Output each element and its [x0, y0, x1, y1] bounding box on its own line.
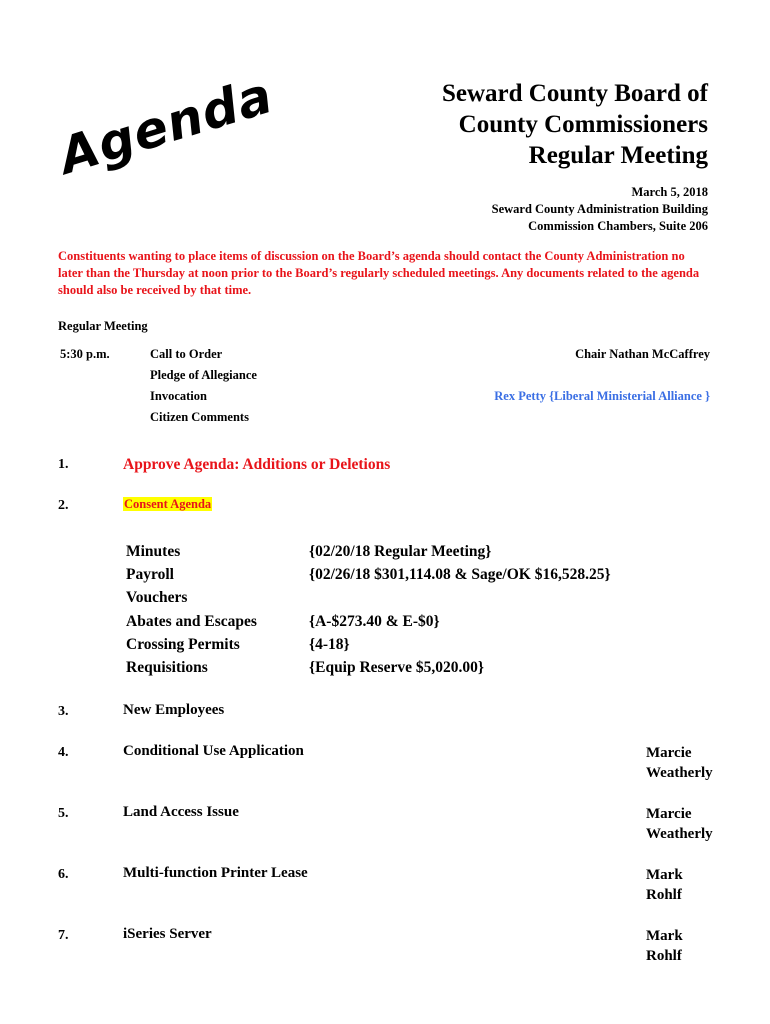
opening-presenter: Chair Nathan McCaffrey [575, 347, 710, 361]
constituent-notice: Constituents wanting to place items of discussion on the Board’s agenda should contact the County Administration no later than the Thursday at noon prior to the Board’s regularly scheduled meetings. Any documents related to the agenda should also be received by that time. [58, 249, 700, 297]
item-presenter [646, 804, 713, 844]
presenter-first: Mark [646, 928, 683, 944]
opening-row [58, 347, 710, 368]
presenter-first: Marcie [646, 745, 692, 761]
item-number: 2. [58, 498, 69, 513]
list-item [126, 656, 686, 679]
consent-value: {Equip Reserve $5,020.00} [309, 658, 484, 676]
item-presenter [646, 865, 683, 905]
item-presenter [646, 743, 713, 783]
title-line-3: Regular Meeting [528, 142, 708, 169]
item-title: Approve Agenda: Additions or Deletions [123, 456, 391, 473]
presenter-first: Marcie [646, 806, 692, 822]
meeting-location-1: Seward County Administration Building [491, 202, 708, 216]
logo-text: Agenda [52, 65, 280, 186]
opening-row [58, 389, 710, 410]
opening-row [58, 368, 710, 389]
item-presenter [646, 926, 683, 966]
title-line-1: Seward County Board of [442, 80, 708, 107]
list-item [126, 610, 686, 633]
opening-item: Call to Order [150, 347, 223, 361]
item-title: Multi-function Printer Lease [123, 865, 308, 881]
consent-name: Minutes [126, 543, 181, 560]
opening-row [58, 410, 710, 431]
page-title [308, 78, 708, 171]
list-item [126, 563, 686, 586]
item-number: 4. [58, 745, 69, 760]
consent-name: Abates and Escapes [126, 612, 257, 630]
consent-name: Requisitions [126, 658, 208, 676]
opening-list [58, 347, 710, 431]
section-label: Regular Meeting [58, 319, 148, 333]
presenter-last: Weatherly [646, 765, 713, 781]
item-title: iSeries Server [123, 926, 212, 942]
presenter-first: Mark [646, 867, 683, 883]
list-item [126, 540, 686, 563]
list-item [126, 633, 686, 656]
consent-agenda-highlight: Consent Agenda [124, 497, 212, 511]
presenter-last: Weatherly [646, 826, 713, 842]
item-number: 3. [58, 704, 69, 719]
meeting-date: March 5, 2018 [631, 185, 708, 199]
item-number: 7. [58, 928, 69, 943]
item-title: Conditional Use Application [123, 743, 304, 759]
consent-value: {A-$273.40 & E-$0} [309, 612, 440, 630]
consent-value: {4-18} [309, 635, 350, 653]
consent-value: {02/26/18 $301,114.08 & Sage/OK $16,528.25} [309, 566, 611, 584]
presenter-last: Rohlf [646, 887, 682, 903]
opening-item: Invocation [150, 389, 207, 403]
consent-value: {02/20/18 Regular Meeting} [309, 543, 492, 560]
consent-name: Vouchers [126, 589, 188, 607]
meeting-details [308, 184, 708, 235]
agenda-logo [52, 65, 280, 186]
consent-name: Crossing Permits [126, 635, 240, 653]
item-title [123, 496, 212, 513]
consent-list [126, 540, 686, 679]
meeting-location-2: Commission Chambers, Suite 206 [528, 219, 708, 233]
item-number: 1. [58, 457, 69, 472]
list-item [126, 586, 686, 609]
item-title: New Employees [123, 702, 225, 718]
presenter-last: Rohlf [646, 948, 682, 964]
item-number: 6. [58, 867, 69, 882]
item-number: 5. [58, 806, 69, 821]
opening-time: 5:30 p.m. [60, 347, 110, 361]
opening-item: Citizen Comments [150, 410, 249, 424]
consent-name: Payroll [126, 566, 174, 584]
opening-item: Pledge of Allegiance [150, 368, 257, 382]
item-title: Land Access Issue [123, 804, 239, 820]
title-line-2: County Commissioners [458, 111, 708, 138]
opening-presenter: Rex Petty {Liberal Ministerial Alliance } [494, 389, 710, 403]
